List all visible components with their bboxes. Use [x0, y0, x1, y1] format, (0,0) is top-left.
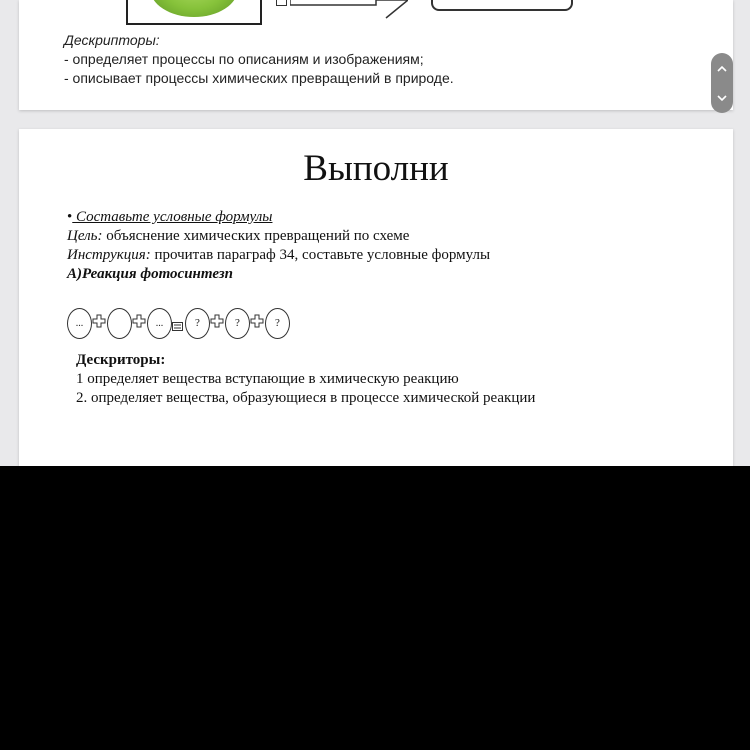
plus-icon: [132, 314, 146, 328]
plus-icon: [210, 314, 224, 328]
plus-icon: [250, 314, 264, 328]
goal-line: [67, 228, 409, 245]
plus-icon: [92, 314, 106, 328]
formula-slot-2: [107, 308, 132, 339]
instruction-label: Инструкция:: [67, 247, 151, 263]
slide-current: [19, 129, 733, 466]
black-empty-area: [0, 466, 750, 750]
apple-image-frame: [126, 0, 262, 25]
goal-text: объяснение химических превращений по схеме: [102, 228, 410, 244]
descriptors-title: Дескриторы:: [76, 352, 166, 368]
chevron-up-icon: [717, 65, 727, 72]
bullet: •: [67, 209, 73, 225]
equals-icon: [172, 318, 183, 327]
slide-heading: Выполни: [303, 148, 449, 189]
descriptor-line-2: 2. определяет вещества, образующиеся в процессе химической реакции: [76, 390, 536, 406]
goal-label: Цель:: [67, 228, 103, 244]
descriptor-line-1: 1 определяет вещества вступающие в химическую реакцию: [76, 371, 459, 387]
small-square-shape: [276, 0, 287, 6]
formula-slot-1: ...: [67, 308, 92, 339]
rounded-box-shape: [431, 0, 573, 11]
formula-slot-3: ...: [147, 308, 172, 339]
task-text: Составьте условные формулы: [72, 209, 273, 225]
apple-image: [150, 0, 238, 17]
task-line: [67, 209, 272, 226]
right-arrow-shape: [290, 0, 408, 20]
instruction-line: [67, 247, 490, 264]
formula-slot-5: ?: [225, 308, 250, 339]
reaction-formula: [67, 307, 297, 341]
scroll-down-button[interactable]: [711, 83, 733, 113]
slide-previous: [19, 0, 733, 110]
formula-slot-4: ?: [185, 308, 210, 339]
instruction-text: прочитав параграф 34, составьте условные формулы: [150, 247, 491, 263]
reaction-title: А)Реакция фотосинтезп: [67, 266, 234, 282]
page-scroll-control: [711, 53, 733, 113]
descriptors-title: Дескрипторы:: [64, 32, 160, 48]
scroll-up-button[interactable]: [711, 53, 733, 83]
formula-slot-6: ?: [265, 308, 290, 339]
chevron-down-icon: [717, 95, 727, 102]
descriptor-line-2: - описывает процессы химических превращений в природе.: [64, 70, 454, 86]
descriptor-line-1: - определяет процессы по описаниям и изображениям;: [64, 51, 424, 67]
